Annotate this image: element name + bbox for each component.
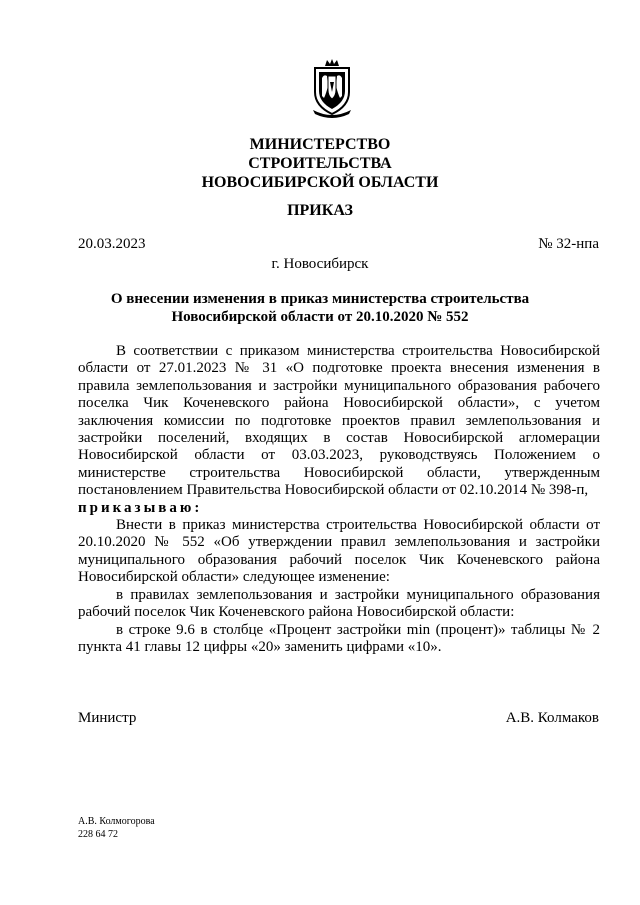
order-body xyxy=(78,343,600,656)
decree-word-paragraph xyxy=(78,500,600,517)
rules-paragraph: в правилах землепользования и застройки муниципального образования рабочий поселок Чик Коченевского района Новосибирской области: xyxy=(78,586,600,621)
signer-title: Министр xyxy=(78,710,137,726)
executor-name: А.В. Колмогорова xyxy=(78,816,155,827)
ministry-name xyxy=(0,135,640,192)
order-title: ПРИКАЗ xyxy=(287,202,353,219)
amendment-paragraph: Внести в приказ министерства строительства Новосибирской области от 20.10.2020 № 552 «Об утверждении правил землепользования и застройки муниципального образования рабочий поселок Чик Коченевского района Новосибирской области» следующее изменение: xyxy=(78,517,600,586)
decree-word: приказываю: xyxy=(78,499,203,516)
change-paragraph: в строке 9.6 в столбце «Процент застройки min (процент)» таблицы № 2 пункта 41 главы 12 цифры «20» заменить цифрами «10». xyxy=(78,621,600,655)
subject-line: О внесении изменения в приказ министерства строительства xyxy=(110,291,530,307)
order-subject xyxy=(0,290,640,326)
executor-phone: 228 64 72 xyxy=(78,829,118,840)
signer-name: А.В. Колмаков xyxy=(505,710,599,726)
ministry-line: МИНИСТЕРСТВО xyxy=(249,136,391,153)
order-number: № 32-нпа xyxy=(538,236,599,252)
order-city: г. Новосибирск xyxy=(271,256,369,272)
ministry-line: СТРОИТЕЛЬСТВА xyxy=(248,155,392,172)
preamble-paragraph: В соответствии с приказом министерства строительства Новосибирской области от 27.01.2023 № 31 «О подготовке проекта внесения изменения в правила землепользования и застройки муниципального образования рабочего поселка Чик Коченевского района Новосибирской области», с учетом заключения комиссии по подготовке проектов правил землепользования и застройки поселений, входящих в состав Новосибирской агломерации Новосибирской области от 03.03.2023, руководствуясь Положением о министерстве строительства Новосибирской области, утвержденным постановлением Правительства Новосибирской области от 02.10.2014 № 398-п, xyxy=(78,343,600,499)
executor-info xyxy=(78,815,155,841)
subject-line: Новосибирской области от 20.10.2020 № 552 xyxy=(171,309,469,325)
ministry-line: НОВОСИБИРСКОЙ ОБЛАСТИ xyxy=(201,174,439,191)
coat-of-arms-icon xyxy=(309,58,355,118)
order-date: 20.03.2023 xyxy=(78,236,146,252)
